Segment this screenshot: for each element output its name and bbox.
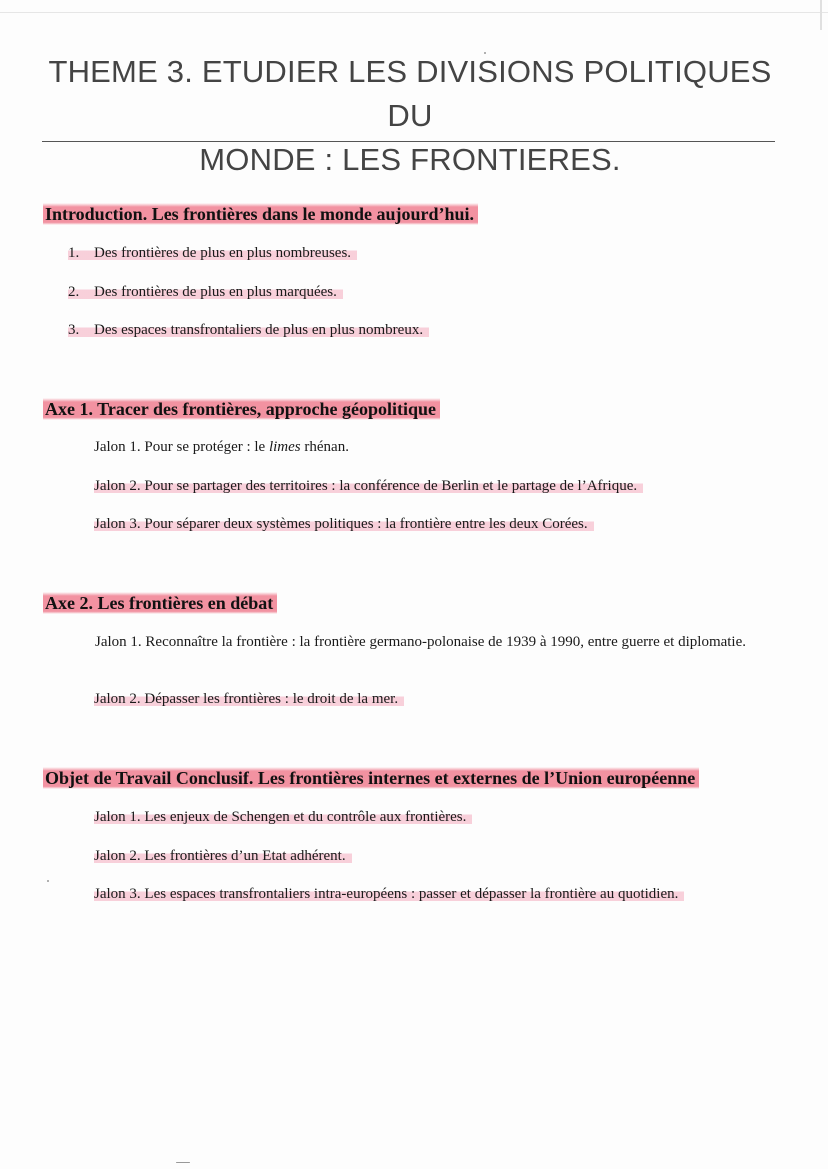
objet-jalon-3	[94, 884, 684, 904]
jalon-text: Jalon 2. Les frontières d’un Etat adhérent.	[94, 848, 352, 864]
item-number: 3.	[68, 322, 80, 338]
axe2-heading: Axe 2. Les frontières en débat	[43, 592, 277, 614]
introduction-item-2	[68, 282, 343, 302]
jalon-text: Jalon 3. Pour séparer deux systèmes politiques : la frontière entre les deux Corées.	[94, 516, 594, 532]
page-edge	[0, 12, 828, 13]
jalon-text-end: rhénan.	[300, 439, 349, 455]
axe1-jalon-1	[94, 437, 349, 457]
jalon-text: Jalon 2. Dépasser les frontières : le droit de la mer.	[94, 691, 404, 707]
jalon-text: Jalon 1. Reconnaître la frontière : la frontière germano-polonaise de 1939 à 1990, entre guerre et diplomatie.	[95, 634, 747, 650]
title-line-2: MONDE : LES FRONTIERES.	[199, 142, 621, 177]
introduction-item-3	[68, 320, 429, 340]
axe2-jalon-2	[94, 689, 404, 709]
objet-jalon-2	[94, 846, 352, 866]
jalon-text: Jalon 1. Pour se protéger : le	[94, 439, 269, 455]
objet-heading: Objet de Travail Conclusif. Les frontières internes et externes de l’Union européenne	[43, 767, 699, 789]
title-line-1: THEME 3. ETUDIER LES DIVISIONS POLITIQUES DU	[48, 54, 772, 133]
jalon-text: Jalon 2. Pour se partager des territoires : la conférence de Berlin et le partage de l’Afrique.	[94, 478, 643, 494]
item-text: Des frontières de plus en plus marquées.	[94, 284, 337, 300]
item-number: 1.	[68, 245, 80, 261]
scan-speck	[47, 880, 49, 882]
jalon-text: Jalon 3. Les espaces transfrontaliers intra-européens : passer et dépasser la frontière au quotidien.	[94, 886, 684, 902]
page-edge-right	[820, 0, 822, 30]
introduction-item-1	[68, 243, 357, 263]
item-text: Des frontières de plus en plus nombreuses.	[94, 245, 352, 261]
scan-speck	[176, 1162, 190, 1163]
item-number: 2.	[68, 284, 80, 300]
jalon-text: Jalon 1. Les enjeux de Schengen et du contrôle aux frontières.	[94, 809, 472, 825]
title-divider	[42, 141, 775, 142]
objet-jalon-1	[94, 807, 472, 827]
item-text: Des espaces transfrontaliers de plus en plus nombreux.	[94, 322, 424, 338]
scan-speck	[484, 52, 486, 54]
axe2-jalon-1	[43, 632, 775, 652]
axe1-jalon-3	[94, 514, 594, 534]
axe1-jalon-2	[94, 476, 643, 496]
jalon-italic-term: limes	[268, 439, 301, 455]
axe1-heading: Axe 1. Tracer des frontières, approche géopolitique	[43, 398, 440, 420]
introduction-heading: Introduction. Les frontières dans le monde aujourd’hui.	[43, 203, 478, 225]
page-title	[40, 50, 780, 182]
